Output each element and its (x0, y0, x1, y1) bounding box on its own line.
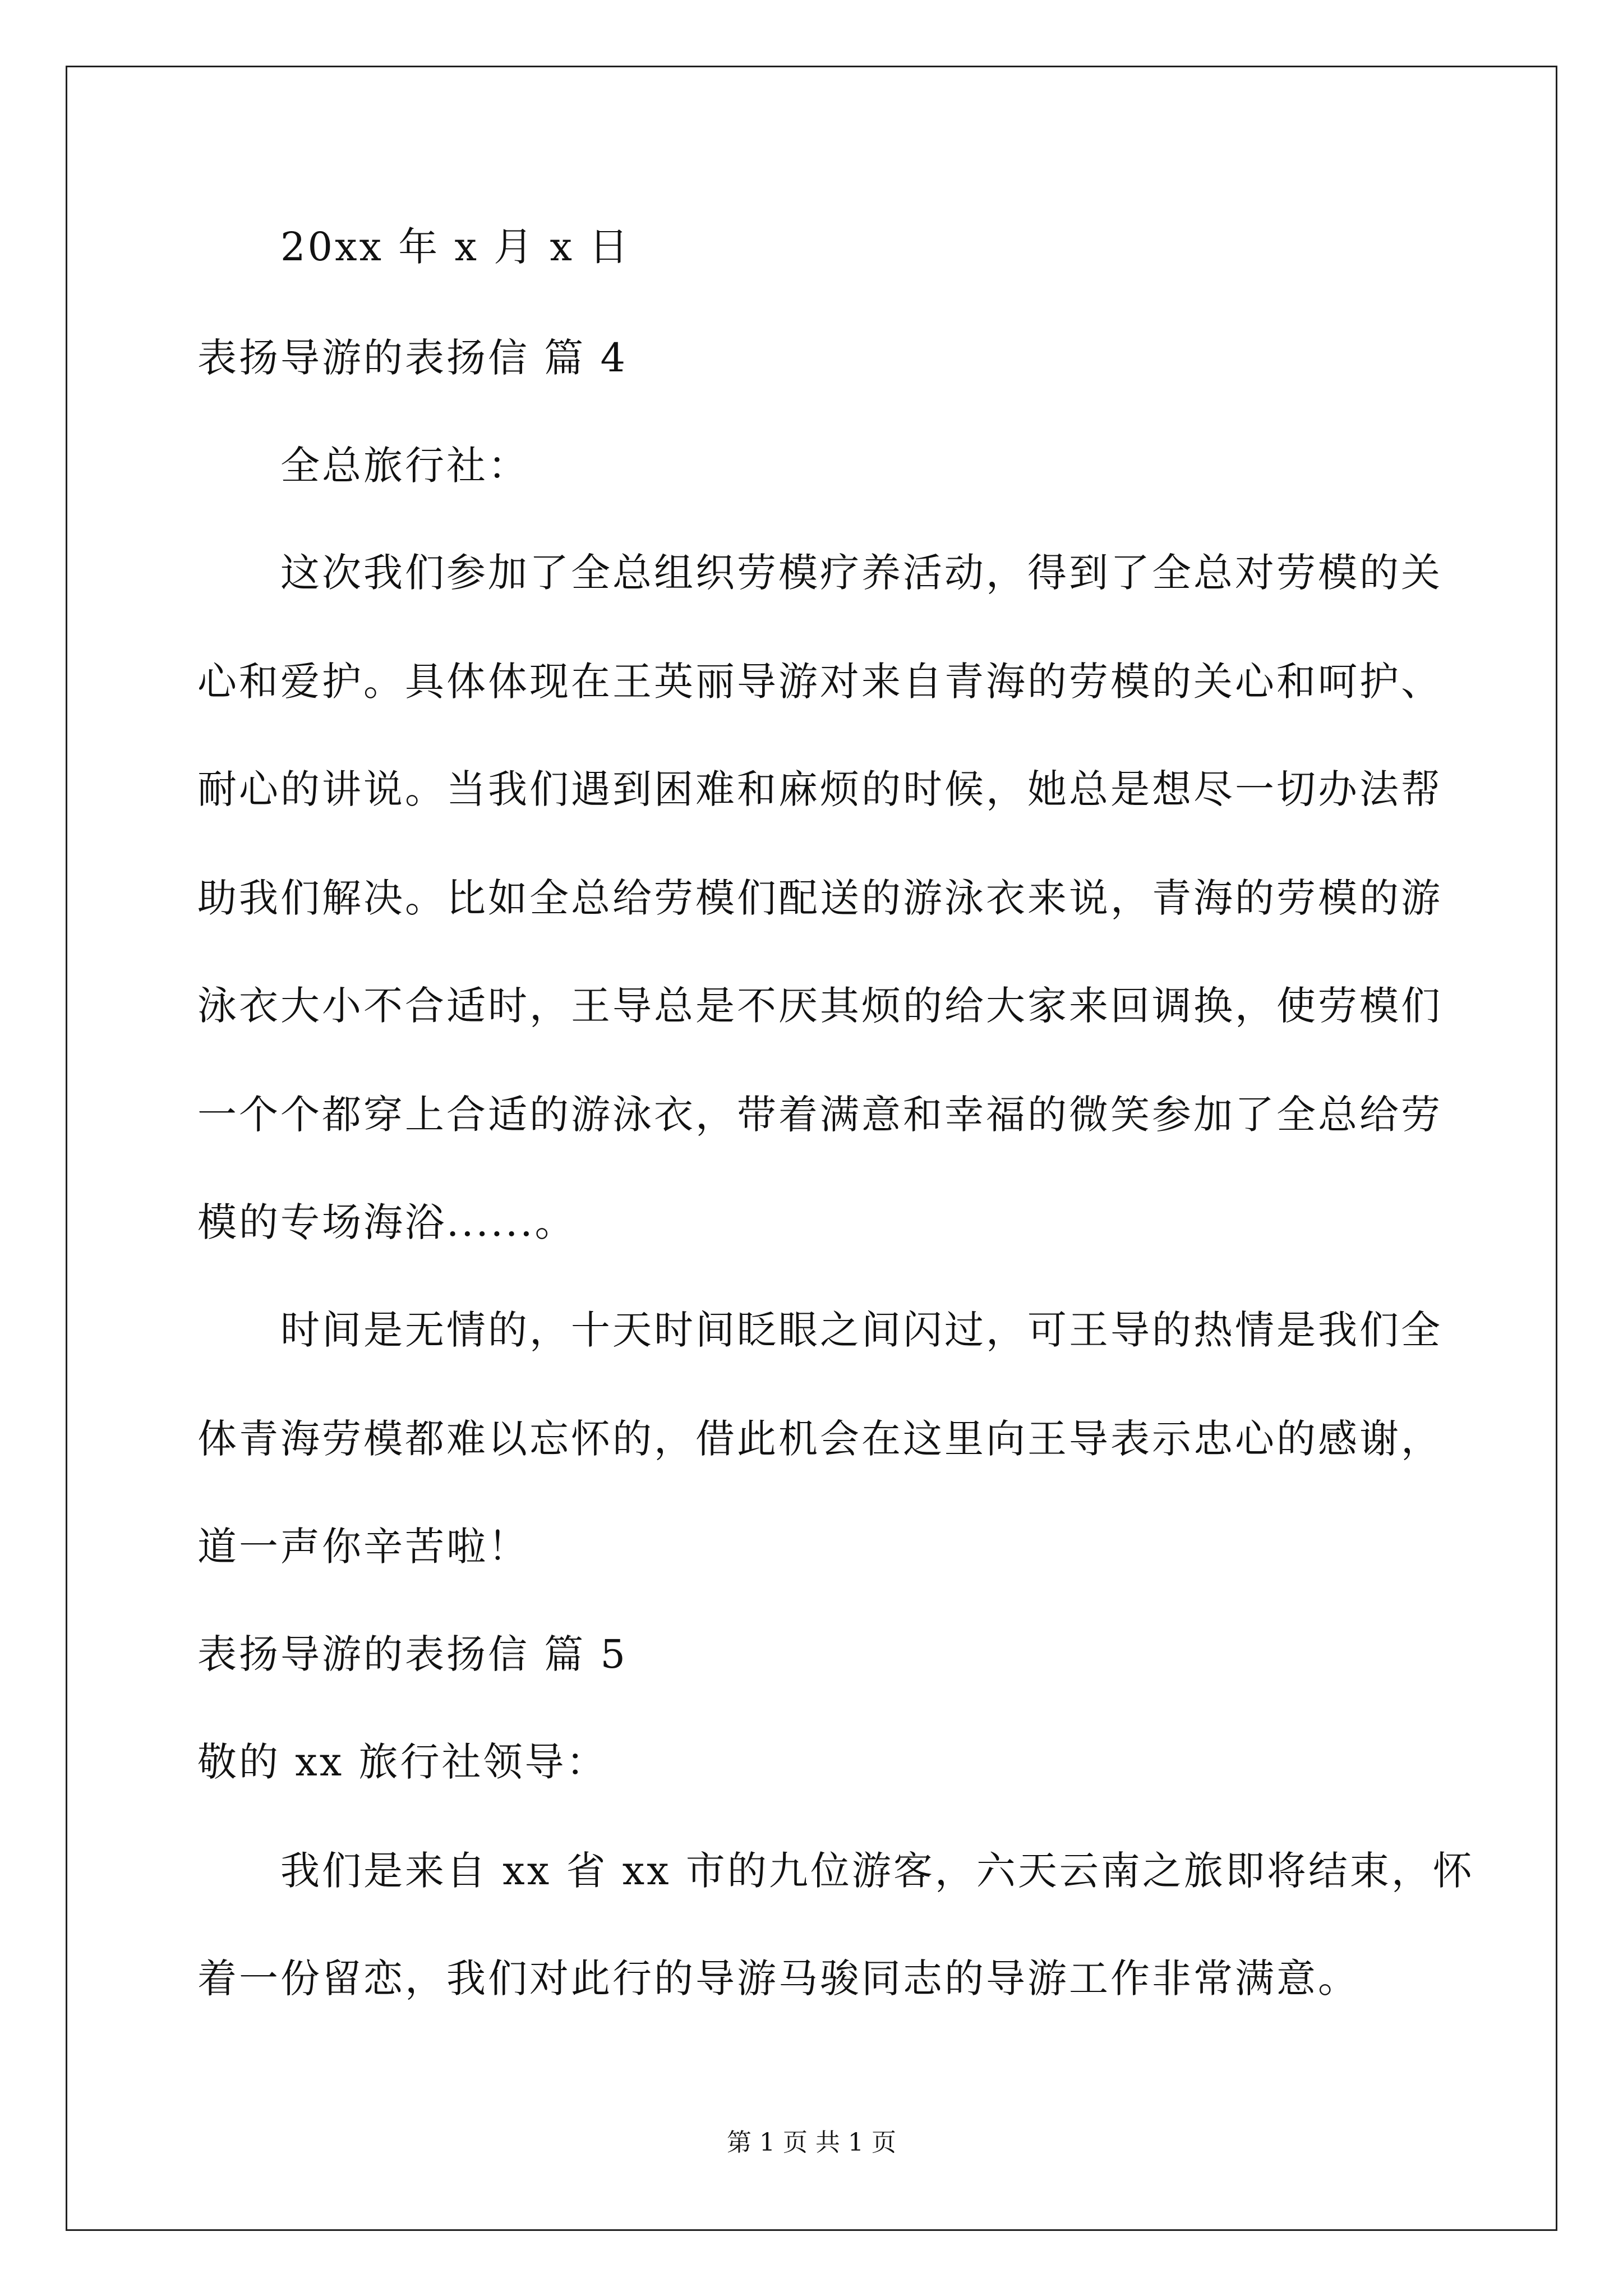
page-border (66, 66, 1557, 2231)
section-5-p1-line: 我们是来自 xx 省 xx 市的九位游客，六天云南之旅即将结束，怀 (280, 1848, 1474, 1894)
section-5-heading: 表扬导游的表扬信 篇 5 (197, 1631, 628, 1677)
section-4-p1-line: 助我们解决。比如全总给劳模们配送的游泳衣来说，青海的劳模的游 (197, 875, 1442, 921)
section-4-p2-line: 时间是无情的，十天时间眨眼之间闪过，可王导的热情是我们全 (280, 1307, 1442, 1353)
section-4-p1-line: 耐心的讲说。当我们遇到困难和麻烦的时候，她总是想尽一切办法帮 (197, 766, 1442, 812)
section-4-salutation: 全总旅行社： (280, 443, 529, 489)
section-4-p1-line: 心和爱护。具体体现在王英丽导游对来自青海的劳模的关心和呵护、 (197, 659, 1442, 705)
section-4-heading: 表扬导游的表扬信 篇 4 (197, 335, 628, 381)
section-4-p1-line: 泳衣大小不合适时，王导总是不厌其烦的给大家来回调换，使劳模们 (197, 983, 1442, 1029)
section-4-p1-line: 模的专场海浴......。 (197, 1199, 577, 1245)
section-5-p1-line: 着一份留恋，我们对此行的导游马骏同志的导游工作非常满意。 (197, 1955, 1359, 2001)
section-5-salutation: 敬的 xx 旅行社领导： (197, 1739, 608, 1785)
date-line: 20xx 年 x 月 x 日 (280, 224, 631, 270)
section-4-p2-line: 体青海劳模都难以忘怀的，借此机会在这里向王导表示忠心的感谢， (197, 1416, 1442, 1462)
page-footer: 第 1 页 共 1 页 (727, 2128, 896, 2157)
section-4-p1-line: 这次我们参加了全总组织劳模疗养活动，得到了全总对劳模的关 (280, 550, 1442, 596)
section-4-p1-line: 一个个都穿上合适的游泳衣，带着满意和幸福的微笑参加了全总给劳 (197, 1092, 1442, 1138)
section-4-p2-line: 道一声你辛苦啦！ (197, 1524, 529, 1570)
